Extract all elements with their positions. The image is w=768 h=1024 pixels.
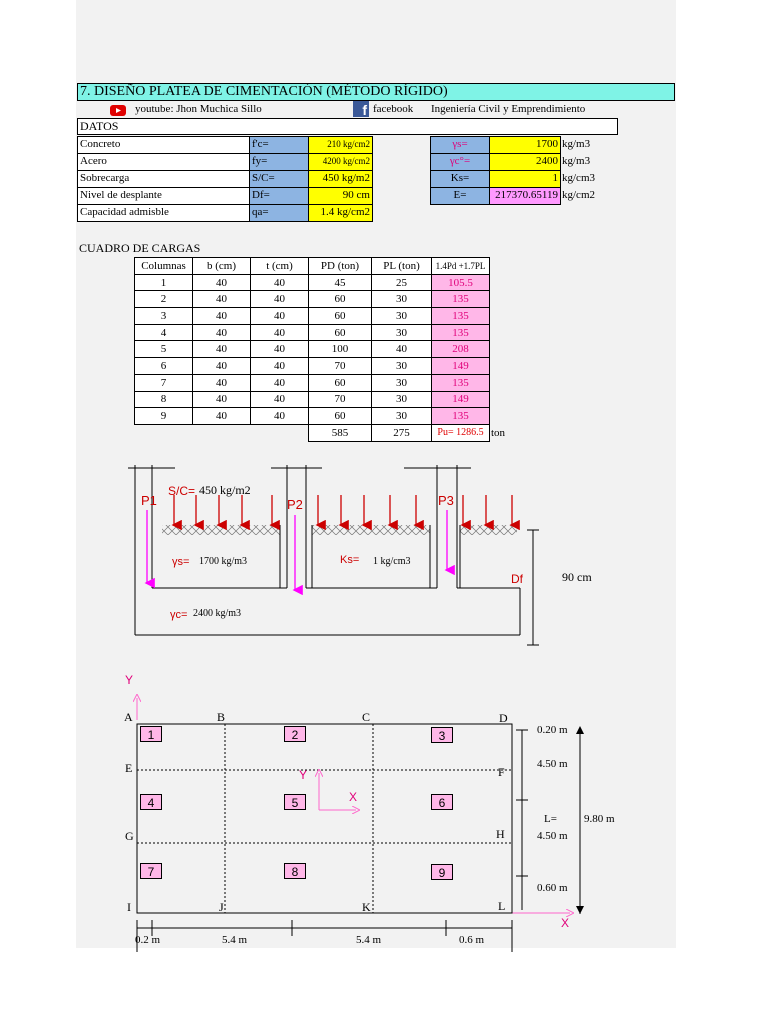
p2-label: P2 — [287, 497, 303, 512]
dim-vertical: L= — [544, 813, 557, 825]
dim-vertical: 0.20 m — [537, 724, 568, 736]
grid-point-d: D — [499, 711, 508, 725]
tagline: Ingeniería Civil y Emprendimiento — [431, 103, 586, 115]
loads-cell[interactable]: 30 — [372, 374, 432, 391]
datos-right-unit: kg/cm2 — [562, 189, 595, 201]
dim-horizontal: 0.6 m — [459, 934, 485, 946]
df-label: Df — [511, 572, 523, 586]
loads-cell: 9 — [135, 408, 193, 425]
table-row — [135, 358, 506, 375]
loads-cell: 3 — [135, 308, 193, 325]
datos-symbol: S/C= — [249, 170, 309, 188]
datos-right-unit: kg/m3 — [562, 138, 591, 150]
grid-point-k: K — [362, 900, 371, 914]
x-axis-label: X — [561, 916, 570, 930]
loads-cell: 7 — [135, 374, 193, 391]
loads-cell[interactable]: 30 — [372, 291, 432, 308]
loads-cell: 4 — [135, 324, 193, 341]
table-row — [135, 291, 506, 308]
gs-value: 1700 kg/m3 — [199, 556, 248, 567]
dim-total: 9.80 m — [584, 813, 615, 825]
loads-table — [134, 257, 506, 442]
loads-header-cell: 1.4Pd +1.7PL — [432, 258, 490, 275]
loads-cell: 40 — [193, 308, 251, 325]
table-row — [135, 308, 506, 325]
loads-cell[interactable]: 30 — [372, 308, 432, 325]
loads-cell[interactable]: 70 — [309, 358, 372, 375]
loads-cell: 8 — [135, 391, 193, 408]
grid-point-b: B — [217, 710, 226, 724]
gc-value: 2400 kg/m3 — [193, 608, 242, 619]
loads-cell[interactable]: 60 — [309, 324, 372, 341]
grid-point-l: L — [498, 899, 506, 913]
grid-point-e: E — [125, 761, 133, 775]
datos-value[interactable]: 1.4 kg/cm2 — [308, 204, 373, 222]
loads-cell[interactable]: 70 — [309, 391, 372, 408]
sc-value: 450 kg/m2 — [199, 483, 251, 497]
loads-header-cell: Columnas — [135, 258, 193, 275]
datos-value[interactable]: 210 kg/cm2 — [308, 136, 373, 154]
loads-header-row — [135, 258, 506, 275]
y-axis-center-label: Y — [299, 768, 308, 782]
datos-right-symbol: γs= — [430, 136, 490, 154]
loads-cell: 40 — [251, 408, 309, 425]
column-box-1[interactable]: 1 — [140, 726, 162, 742]
loads-cell: 40 — [251, 341, 309, 358]
datos-right-symbol: γc°= — [430, 153, 490, 171]
grid-point-j: J — [219, 900, 224, 914]
loads-cell[interactable]: 60 — [309, 374, 372, 391]
ks-value: 1 kg/cm3 — [373, 556, 411, 567]
total-unit: ton — [491, 426, 506, 439]
loads-cell[interactable]: 30 — [372, 408, 432, 425]
loads-cell: 40 — [193, 341, 251, 358]
loads-header-cell: b (cm) — [193, 258, 251, 275]
loads-cell: 135 — [432, 308, 490, 325]
column-box-8[interactable]: 8 — [284, 863, 306, 879]
sc-label: S/C= — [168, 484, 196, 498]
facebook-link[interactable]: facebook — [373, 103, 414, 115]
datos-right-value[interactable]: 1700 — [489, 136, 561, 154]
table-row — [135, 408, 506, 425]
column-box-2[interactable]: 2 — [284, 726, 306, 742]
p1-label: P1 — [141, 493, 157, 508]
dim-horizontal: 5.4 m — [222, 934, 248, 946]
loads-cell: 40 — [251, 324, 309, 341]
ks-label: Ks= — [340, 554, 360, 566]
loads-cell: 1 — [135, 274, 193, 291]
datos-right-symbol: E= — [430, 187, 490, 205]
loads-cell: 40 — [193, 274, 251, 291]
table-row — [135, 274, 506, 291]
loads-cell[interactable]: 100 — [309, 341, 372, 358]
loads-cell: 149 — [432, 358, 490, 375]
total-pl: 275 — [372, 424, 432, 441]
loads-header-cell: PL (ton) — [372, 258, 432, 275]
loads-cell: 40 — [193, 291, 251, 308]
loads-cell[interactable]: 40 — [372, 341, 432, 358]
loads-cell: 40 — [251, 391, 309, 408]
dim-horizontal: 0.2 m — [135, 934, 161, 946]
datos-value[interactable]: 450 kg/m2 — [308, 170, 373, 188]
loads-cell: 105.5 — [432, 274, 490, 291]
loads-header-cell: PD (ton) — [309, 258, 372, 275]
plan-view-diagram — [0, 690, 768, 952]
page-title: 7. DISEÑO PLATEA DE CIMENTACIÓN (MÉTODO RÍGIDO) — [77, 83, 675, 101]
loads-cell[interactable]: 30 — [372, 358, 432, 375]
column-box-9[interactable]: 9 — [431, 864, 453, 880]
datos-right-symbol: Ks= — [430, 170, 490, 188]
p3-label: P3 — [438, 493, 454, 508]
column-box-7[interactable]: 7 — [140, 863, 162, 879]
youtube-link[interactable]: youtube: Jhon Muchica Sillo — [135, 103, 262, 115]
loads-cell: 149 — [432, 391, 490, 408]
grid-point-f: F — [498, 765, 505, 779]
loads-cell: 2 — [135, 291, 193, 308]
loads-cell: 135 — [432, 291, 490, 308]
y-axis-label: Y — [125, 673, 134, 687]
grid-point-c: C — [362, 710, 371, 724]
loads-cell[interactable]: 30 — [372, 324, 432, 341]
x-axis-center-label: X — [349, 790, 358, 804]
column-box-6[interactable]: 6 — [431, 794, 453, 810]
datos-label: Acero — [77, 153, 250, 171]
datos-symbol: Df= — [249, 187, 309, 205]
datos-right-value[interactable]: 2400 — [489, 153, 561, 171]
datos-symbol: f'c= — [249, 136, 309, 154]
loads-cell: 40 — [193, 408, 251, 425]
datos-symbol: qa= — [249, 204, 309, 222]
table-row — [135, 324, 506, 341]
loads-cell: 40 — [251, 358, 309, 375]
loads-cell: 135 — [432, 374, 490, 391]
datos-value[interactable]: 90 cm — [308, 187, 373, 205]
total-pd: 585 — [309, 424, 372, 441]
dim-horizontal: 5.4 m — [356, 934, 382, 946]
datos-label: Concreto — [77, 136, 250, 154]
gc-label: γc= — [170, 609, 188, 621]
loads-cell[interactable]: 45 — [309, 274, 372, 291]
grid-point-h: H — [496, 827, 505, 841]
dim-vertical: 4.50 m — [537, 830, 568, 842]
loads-cell: 208 — [432, 341, 490, 358]
loads-cell: 40 — [251, 291, 309, 308]
datos-right-value: 217370.65119 — [489, 187, 561, 205]
grid-point-i: I — [127, 900, 131, 914]
datos-value[interactable]: 4200 kg/cm2 — [308, 153, 373, 171]
dim-vertical: 0.60 m — [537, 882, 568, 894]
loads-cell: 40 — [193, 358, 251, 375]
loads-cell: 40 — [193, 374, 251, 391]
datos-label: Sobrecarga — [77, 170, 250, 188]
total-pu: Pu= 1286.5 — [432, 424, 490, 441]
column-box-4[interactable]: 4 — [140, 794, 162, 810]
loads-cell[interactable]: 60 — [309, 291, 372, 308]
loads-cell: 40 — [251, 374, 309, 391]
column-box-5[interactable]: 5 — [284, 794, 306, 810]
loads-cell: 40 — [193, 391, 251, 408]
table-row — [135, 391, 506, 408]
facebook-icon[interactable]: f — [353, 101, 369, 117]
loads-cell: 5 — [135, 341, 193, 358]
grid-point-a: A — [124, 710, 133, 724]
loads-cell: 135 — [432, 408, 490, 425]
grid-point-g: G — [125, 829, 134, 843]
datos-right-unit: kg/cm3 — [562, 172, 595, 184]
table-row — [135, 341, 506, 358]
datos-right-unit: kg/m3 — [562, 155, 591, 167]
loads-cell[interactable]: 60 — [309, 308, 372, 325]
loads-total-row — [135, 424, 506, 441]
loads-heading: CUADRO DE CARGAS — [79, 241, 201, 255]
datos-heading: DATOS — [77, 118, 618, 135]
loads-cell: 6 — [135, 358, 193, 375]
youtube-icon[interactable] — [110, 105, 126, 116]
table-row — [135, 374, 506, 391]
datos-right-value[interactable]: 1 — [489, 170, 561, 188]
loads-cell: 40 — [251, 274, 309, 291]
loads-cell: 40 — [193, 324, 251, 341]
loads-cell[interactable]: 25 — [372, 274, 432, 291]
loads-header-cell: t (cm) — [251, 258, 309, 275]
datos-symbol: fy= — [249, 153, 309, 171]
loads-cell[interactable]: 30 — [372, 391, 432, 408]
loads-cell: 40 — [251, 308, 309, 325]
datos-label: Nivel de desplante — [77, 187, 250, 205]
loads-cell: 135 — [432, 324, 490, 341]
loads-cell[interactable]: 60 — [309, 408, 372, 425]
foundation-section-diagram — [0, 455, 768, 650]
column-box-3[interactable]: 3 — [431, 727, 453, 743]
datos-label: Capacidad admisble — [77, 204, 250, 222]
gs-label: γs= — [172, 556, 190, 568]
df-value: 90 cm — [562, 570, 592, 584]
dim-vertical: 4.50 m — [537, 758, 568, 770]
